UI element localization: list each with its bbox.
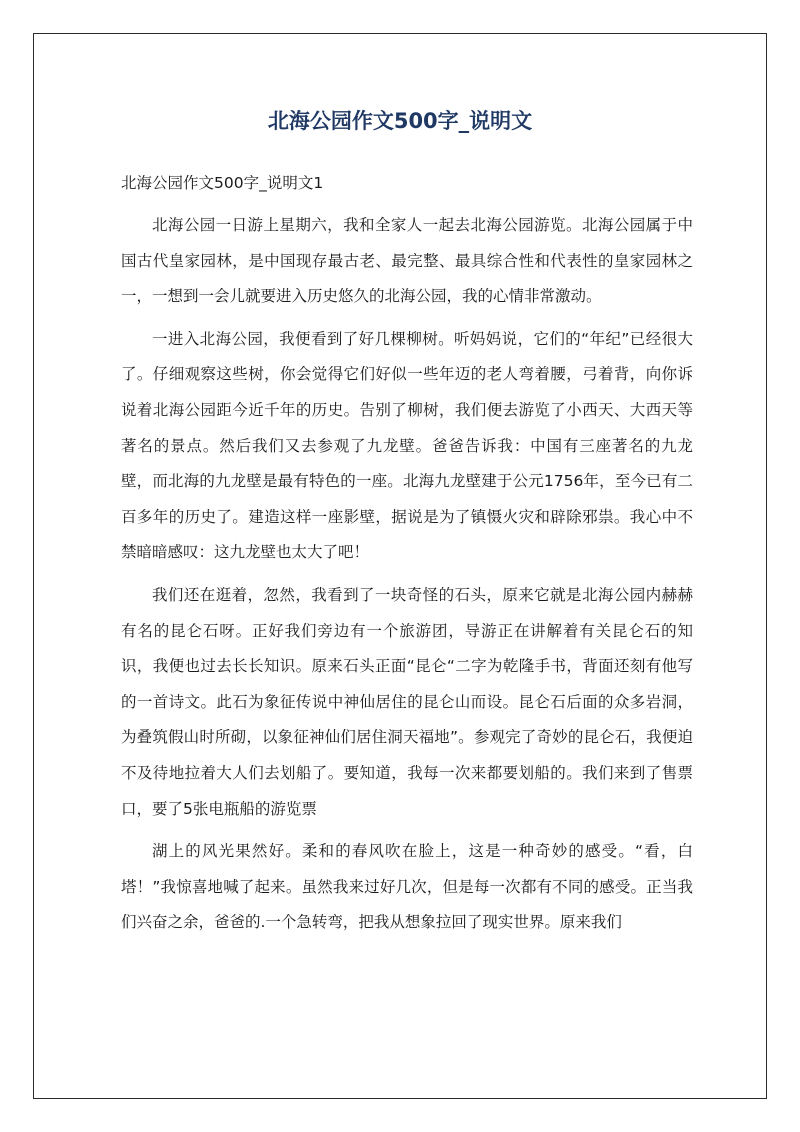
document-title: 北海公园作文500字_说明文 — [267, 109, 533, 133]
document-subtitle: 北海公园作文500字_说明文1 — [121, 174, 324, 192]
paragraph-2: 一进入北海公园，我便看到了好几棵柳树。听妈妈说，它们的“年纪”已经很大了。仔细观察这些树，你会觉得它们好似一些年迈的老人弯着腰，弓着背，向你诉说着北海公园距今近千年的历史。告别了柳树，我们便去游览了小西天、大西天等著名的景点。然后我们又去参观了九龙壁。爸爸告诉我：中国有三座著名的九龙壁，而北海的九龙壁是最有特色的一座。北海九龙壁建于公元1756年，至今已有二百多年的历史了。建造这样一座影壁，据说是为了镇慑火灾和辟除邪祟。我心中不禁暗暗感叹：这九龙壁也太大了吧！ — [121, 329, 693, 562]
document-body — [121, 166, 693, 948]
paragraph-1: 北海公园一日游上星期六，我和全家人一起去北海公园游览。北海公园属于中国古代皇家园林，是中国现存最古老、最完整、最具综合性和代表性的皇家园林之一，一想到一会儿就要进入历史悠久的北海公园，我的心情非常激动。 — [121, 216, 693, 306]
paragraph-4: 湖上的风光果然好。柔和的春风吹在脸上，这是一种奇妙的感受。“看，白塔！”我惊喜地喊了起来。虽然我来过好几次，但是每一次都有不同的感受。正当我们兴奋之余，爸爸的.一个急转弯，把我从想象拉回了现实世界。原来我们 — [121, 842, 693, 932]
paragraph-3: 我们还在逛着，忽然，我看到了一块奇怪的石头，原来它就是北海公园内赫赫有名的昆仑石呀。正好我们旁边有一个旅游团，导游正在讲解着有关昆仑石的知识，我便也过去长长知识。原来石头正面“昆仑“二字为乾隆手书，背面还刻有他写的一首诗文。此石为象征传说中神仙居住的昆仑山而设。昆仑石后面的众多岩洞，为叠筑假山时所砌，以象征神仙们居住洞天福地”。参观完了奇妙的昆仑石，我便迫不及待地拉着大人们去划船了。要知道，我每一次来都要划船的。我们来到了售票口，要了5张电瓶船的游览票 — [121, 585, 693, 818]
